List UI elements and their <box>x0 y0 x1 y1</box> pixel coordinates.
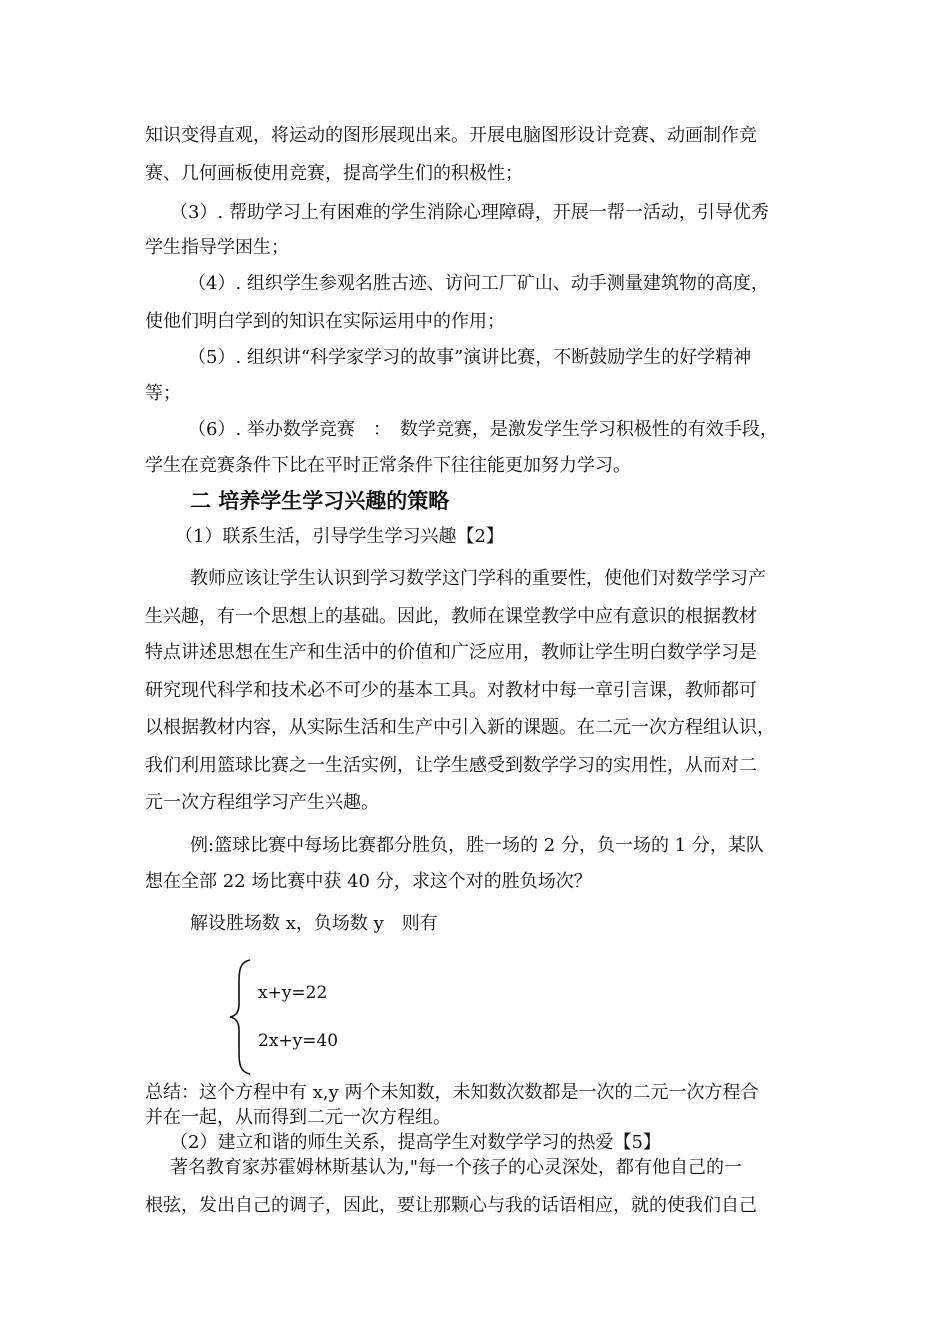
paragraph-line: 学生指导学困生； <box>145 237 289 258</box>
subsection-heading-1: （1）联系生活，引导学生学习兴趣【2】 <box>175 526 504 547</box>
equation-brace <box>226 958 256 1076</box>
list-item-4: （4）. 组织学生参观名胜古迹、访问工厂矿山、动手测量建筑物的高度， <box>188 273 769 294</box>
paragraph-line: 等； <box>145 383 181 404</box>
paragraph-line: 著名教育家苏霍姆林斯基认为,"每一个孩子的心灵深处，都有他自己的一 <box>170 1157 742 1178</box>
equation-1: x+y=22 <box>258 983 328 1003</box>
equation-2: 2x+y=40 <box>258 1031 339 1051</box>
paragraph-line: 使他们明白学到的知识在实际运用中的作用； <box>145 311 505 332</box>
paragraph-line: 赛、几何画板使用竞赛，提高学生们的积极性； <box>145 163 523 184</box>
list-item-5: （5）. 组织讲“科学家学习的故事”演讲比赛，不断鼓励学生的好学精神 <box>188 347 752 368</box>
list-item-6: （6）. 举办数学竞赛 ： 数学竞赛，是激发学生学习积极性的有效手段， <box>188 419 778 440</box>
summary-line: 总结：这个方程中有 x,y 两个未知数，未知数次数都是一次的二元一次方程合 <box>145 1082 759 1103</box>
solution-line: 解设胜场数 x，负场数 y 则有 <box>190 913 438 934</box>
summary-line: 并在一起，从而得到二元一次方程组。 <box>145 1107 451 1128</box>
paragraph-line: 根弦，发出自己的调子，因此，要让那颗心与我的话语相应，就的使我们自己 <box>145 1195 757 1216</box>
example-line: 想在全部 22 场比赛中获 40 分，求这个对的胜负场次？ <box>145 871 592 892</box>
paragraph-line: 知识变得直观，将运动的图形展现出来。开展电脑图形设计竞赛、动画制作竞 <box>145 125 757 146</box>
paragraph-line: 我们利用篮球比赛之一生活实例，让学生感受到数学学习的实用性，从而对二 <box>145 755 757 776</box>
paragraph-line: 学生在竞赛条件下比在平时正常条件下往往能更加努力学习。 <box>145 455 631 476</box>
list-item-3: （3）. 帮助学习上有困难的学生消除心理障碍，开展一帮一活动，引导优秀 <box>170 202 769 223</box>
paragraph-line: 以根据教材内容，从实际生活和生产中引入新的课题。在二元一次方程组认识， <box>145 717 775 738</box>
paragraph-line: 特点讲述思想在生产和生活中的价值和广泛应用，教师让学生明白数学学习是 <box>145 642 757 663</box>
paragraph-line: 元一次方程组学习产生兴趣。 <box>145 792 379 813</box>
section-heading: 二 培养学生学习兴趣的策略 <box>190 489 450 513</box>
paragraph-line: 生兴趣，有一个思想上的基础。因此，教师在课堂教学中应有意识的根据教材 <box>145 606 757 627</box>
paragraph-line: 教师应该让学生认识到学习数学这门学科的重要性，使他们对数学学习产 <box>190 568 766 589</box>
paragraph-line: 研究现代科学和技术必不可少的基本工具。对教材中每一章引言课，教师都可 <box>145 680 757 701</box>
subsection-heading-2: （2）建立和谐的师生关系，提高学生对数学学习的热爱【5】 <box>170 1132 661 1153</box>
example-line: 例:篮球比赛中每场比赛都分胜负，胜一场的 2 分，负一场的 1 分，某队 <box>190 835 764 856</box>
